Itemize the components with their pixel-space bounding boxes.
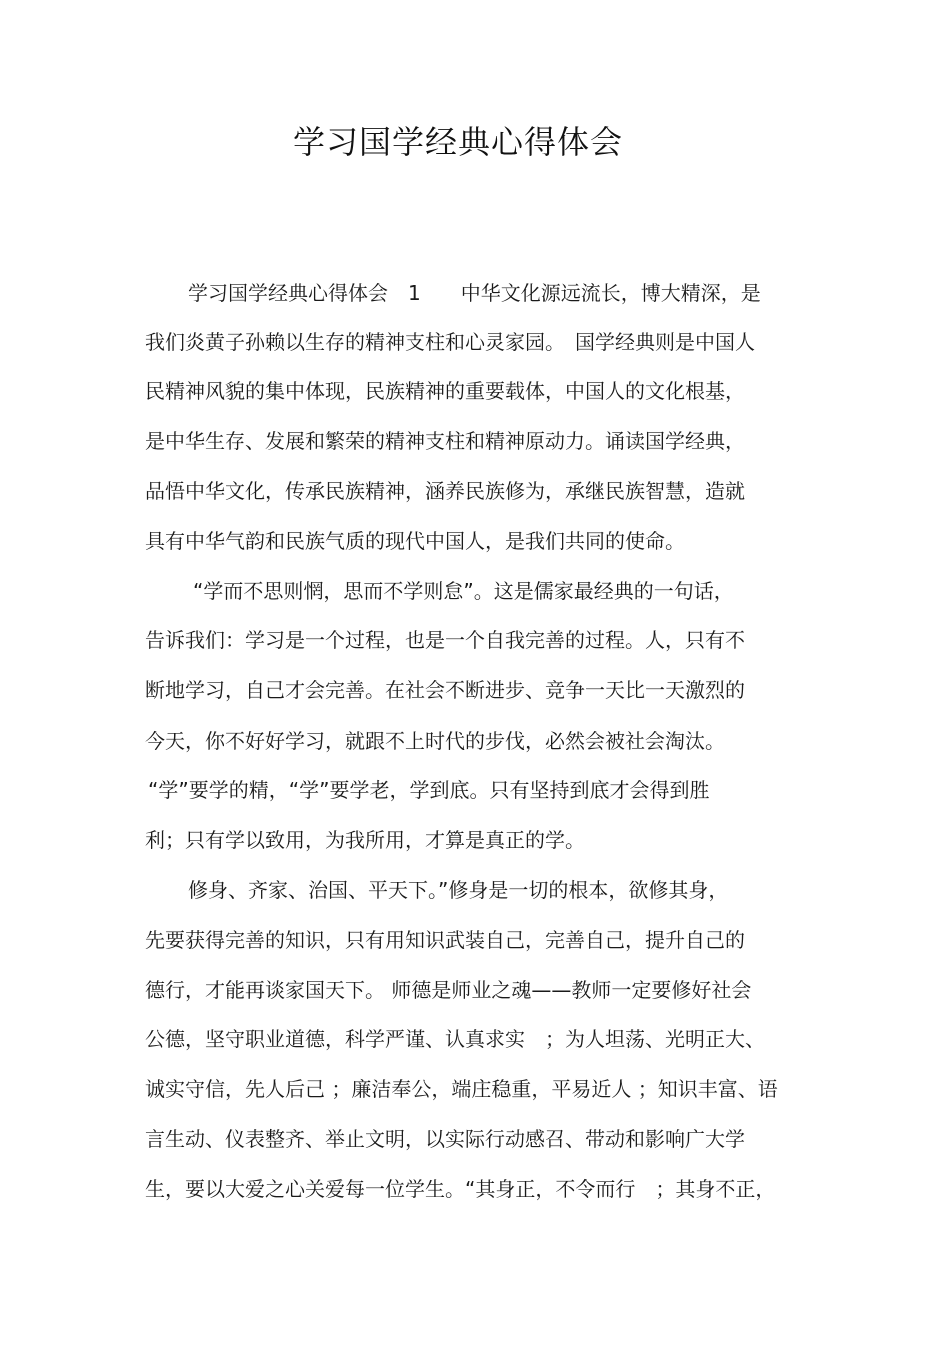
paragraph-line: 生，要以大爱之心关爱每一位学生。“其身正，不令而行 ；其身不正，	[145, 1177, 776, 1201]
paragraph-line: 具有中华气韵和民族气质的现代中国人，是我们共同的使命。	[145, 529, 685, 553]
paragraph-line: “学而不思则惘，思而不学则怠”。这是儒家最经典的一句话，	[193, 579, 734, 603]
paragraph-line: 诚实守信，先人后己 ；廉洁奉公，端庄稳重，平易近人 ；知识丰富、语	[145, 1077, 778, 1101]
paragraph-line: 今天，你不好好学习，就跟不上时代的步伐，必然会被社会淘汰。	[145, 729, 725, 753]
paragraph-line: 修身、齐家、治国、平天下。”修身是一切的根本，欲修其身，	[188, 878, 729, 902]
paragraph-line: 公德，坚守职业道德，科学严谨、认真求实 ；为人坦荡、光明正大、	[145, 1027, 765, 1051]
paragraph-line: 民精神风貌的集中体现，民族精神的重要载体，中国人的文化根基，	[145, 379, 745, 403]
paragraph-line: 告诉我们：学习是一个过程，也是一个自我完善的过程。人，只有不	[145, 628, 745, 652]
paragraph-line: 学习国学经典心得体会 1 中华文化源远流长，博大精深，是	[188, 281, 761, 305]
paragraph-line: 断地学习，自己才会完善。在社会不断进步、竞争一天比一天激烈的	[145, 678, 745, 702]
paragraph-line: 先要获得完善的知识，只有用知识武装自己，完善自己，提升自己的	[145, 928, 745, 952]
paragraph-line: 品悟中华文化，传承民族精神，涵养民族修为，承继民族智慧，造就	[145, 479, 745, 503]
paragraph-line: 我们炎黄子孙赖以生存的精神支柱和心灵家园。 国学经典则是中国人	[145, 330, 755, 354]
document-title: 学习国学经典心得体会	[292, 123, 623, 161]
paragraph-line: 利；只有学以致用，为我所用，才算是真正的学。	[145, 828, 585, 852]
paragraph-line: 言生动、仪表整齐、举止文明，以实际行动感召、带动和影响广大学	[145, 1127, 745, 1151]
paragraph-line: “学”要学的精，“学”要学老，学到底。只有坚持到底才会得到胜	[148, 778, 710, 802]
paragraph-line: 德行，才能再谈家国天下。 师德是师业之魂——教师一定要修好社会	[145, 978, 752, 1002]
paragraph-line: 是中华生存、发展和繁荣的精神支柱和精神原动力。诵读国学经典，	[145, 429, 745, 453]
